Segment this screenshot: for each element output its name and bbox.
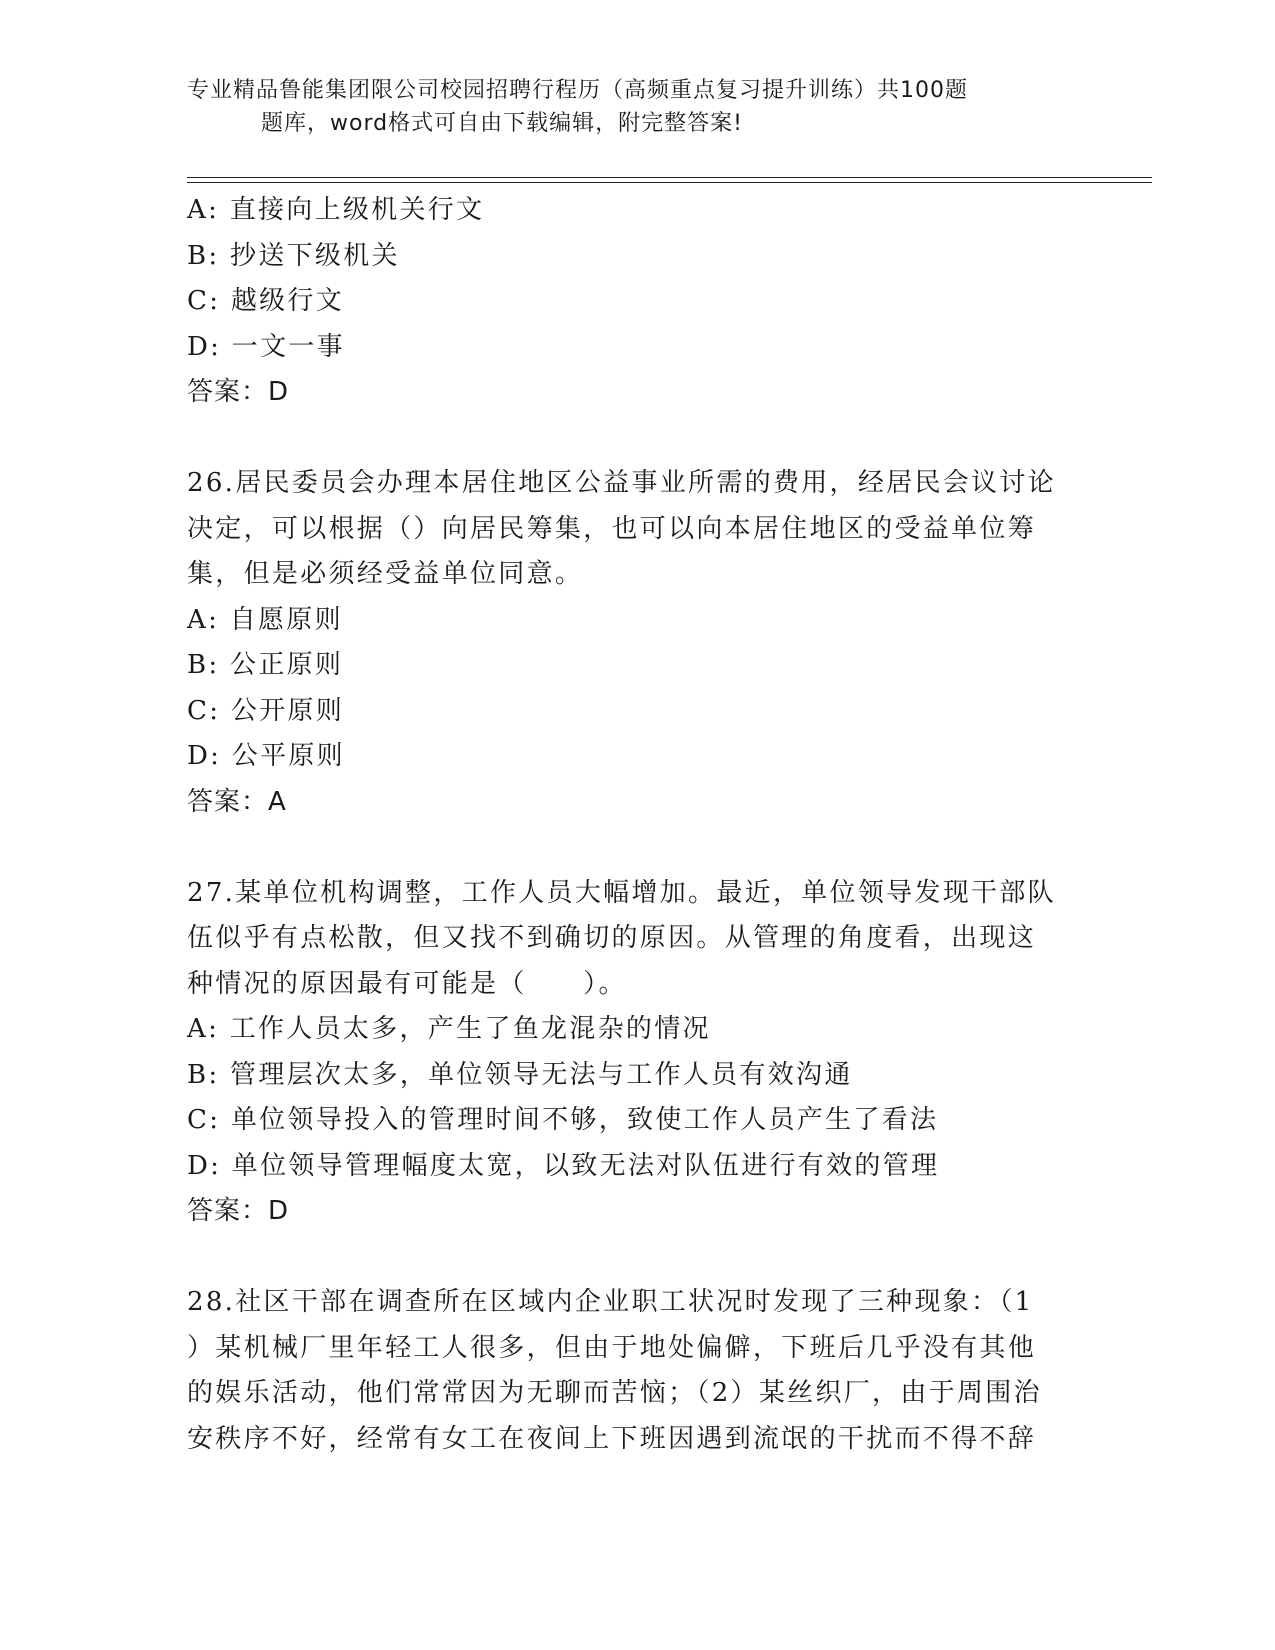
header-rule-bottom bbox=[187, 182, 1152, 183]
question-text-line: ）某机械厂里年轻工人很多，但由于地处偏僻，下班后几乎没有其他 bbox=[187, 1332, 1037, 1363]
question-text-line: 28.社区干部在调查所在区域内企业职工状况时发现了三种现象：（1 bbox=[187, 1287, 1034, 1317]
option-a: A: 直接向上级机关行文 bbox=[187, 195, 485, 225]
header-rule-top bbox=[187, 177, 1152, 178]
option-d: D: 一文一事 bbox=[187, 331, 345, 362]
question-text-line: 伍似乎有点松散，但又找不到确切的原因。从管理的角度看，出现这 bbox=[187, 923, 1037, 953]
spacer bbox=[187, 825, 1087, 871]
option-a: A: 自愿原则 bbox=[187, 604, 343, 635]
question-text-line: 种情况的原因最有可能是（ ）。 bbox=[187, 968, 627, 999]
question-28 bbox=[187, 1280, 1087, 1462]
question-27 bbox=[187, 871, 1087, 1235]
document-header bbox=[187, 74, 1047, 140]
question-text-line: 的娱乐活动，他们常常因为无聊而苦恼；（2）某丝织厂，由于周围治 bbox=[187, 1378, 1042, 1408]
question-25 bbox=[187, 188, 1087, 416]
question-text-line: 27.某单位机构调整，工作人员大幅增加。最近，单位领导发现干部队 bbox=[187, 877, 1056, 908]
option-d: D: 公平原则 bbox=[187, 741, 345, 771]
option-b: B: 管理层次太多，单位领导无法与工作人员有效沟通 bbox=[187, 1059, 853, 1090]
answer: 答案：A bbox=[187, 786, 287, 817]
question-content bbox=[187, 188, 1087, 1462]
spacer bbox=[187, 416, 1087, 462]
question-text-line: 决定，可以根据（）向居民筹集，也可以向本居住地区的受益单位筹 bbox=[187, 513, 1037, 544]
answer: 答案：D bbox=[187, 1196, 290, 1226]
option-c: C: 越级行文 bbox=[187, 286, 345, 316]
option-b: B: 抄送下级机关 bbox=[187, 240, 400, 271]
spacer bbox=[187, 1235, 1087, 1281]
question-text-line: 26.居民委员会办理本居住地区公益事业所需的费用，经居民会议讨论 bbox=[187, 468, 1056, 498]
question-text-line: 安秩序不好，经常有女工在夜间上下班因遇到流氓的干扰而不得不辞 bbox=[187, 1423, 1037, 1454]
question-26 bbox=[187, 461, 1087, 825]
option-b: B: 公正原则 bbox=[187, 650, 344, 680]
header-line-2: 题库，word格式可自由下载编辑，附完整答案! bbox=[261, 111, 743, 136]
header-line-1: 专业精品鲁能集团限公司校园招聘行程历（高频重点复习提升训练）共100题 bbox=[187, 78, 968, 103]
option-d: D: 单位领导管理幅度太宽，以致无法对队伍进行有效的管理 bbox=[187, 1150, 940, 1181]
option-a: A: 工作人员太多，产生了鱼龙混杂的情况 bbox=[187, 1014, 711, 1044]
option-c: C: 公开原则 bbox=[187, 695, 345, 726]
answer: 答案：D bbox=[187, 377, 290, 407]
option-c: C: 单位领导投入的管理时间不够，致使工作人员产生了看法 bbox=[187, 1105, 939, 1135]
question-text-line: 集，但是必须经受益单位同意。 bbox=[187, 559, 584, 589]
